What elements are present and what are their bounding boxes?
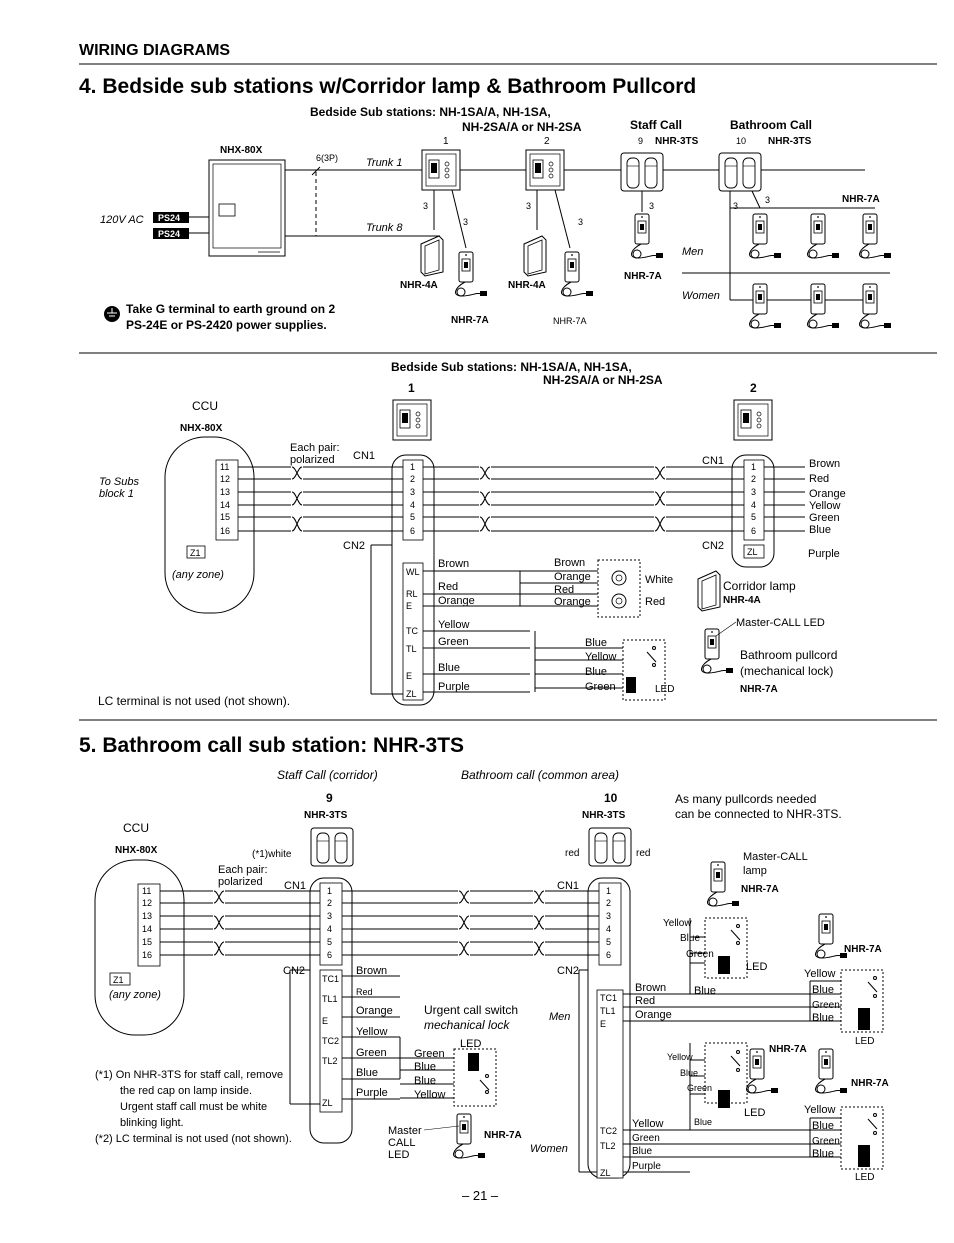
s5-st9-term: 5 xyxy=(327,937,333,947)
st1-wire-color: Yellow xyxy=(438,619,470,631)
s5-st10-term: 6 xyxy=(606,950,612,960)
ccu-outline xyxy=(165,437,254,613)
s5-st9-term: 4 xyxy=(327,924,333,934)
s5-cn1-b: CN1 xyxy=(557,880,580,892)
z1-label: Z1 xyxy=(190,548,201,558)
s5-st10-wire-top: Orange xyxy=(635,1009,672,1021)
pullcord-wire-color: Yellow xyxy=(585,651,617,663)
s5-pc1-led-label: LED xyxy=(746,961,768,973)
s5-nhr3ts-unit-10 xyxy=(589,828,631,866)
nhr7a-b2 xyxy=(562,252,593,296)
s5-st9-wire-color: Green xyxy=(356,1047,387,1059)
s5-st10-term: 3 xyxy=(606,911,612,921)
ccu-label: CCU xyxy=(192,399,218,413)
section5-title: 5. Bathroom call sub station: NHR-3TS xyxy=(79,734,465,757)
ccu-term: 11 xyxy=(220,462,230,472)
trunk8-label: Trunk 8 xyxy=(366,222,403,234)
staff-nhr3ts-unit xyxy=(621,153,663,191)
s5-ccu-label: CCU xyxy=(123,821,149,835)
s5-st10-left-term: TC1 xyxy=(600,993,618,1003)
section-header: WIRING DIAGRAMS xyxy=(79,42,231,59)
lc-note: LC terminal is not used (not shown). xyxy=(98,694,291,708)
s5-st10-wire-bot: Yellow xyxy=(632,1118,664,1130)
st1-term: 5 xyxy=(410,512,416,522)
s5-nhr7a-label-3: NHR-7A xyxy=(769,1044,807,1055)
pc2-wire: Blue xyxy=(812,1012,835,1024)
s5-each-pair: Each pair: xyxy=(218,864,268,876)
st1-term: 1 xyxy=(410,462,416,472)
ccu-term: 13 xyxy=(220,487,231,497)
pc4-wire: Green xyxy=(812,1136,840,1147)
nhr7a-label-b2: NHR-7A xyxy=(553,316,587,326)
s5-any-zone: (any zone) xyxy=(109,989,161,1001)
pc4-wire: Blue xyxy=(812,1148,835,1160)
nhr7a-women-2 xyxy=(808,284,839,328)
s5-st9-term: 2 xyxy=(327,898,333,908)
staff-call-label: Staff Call xyxy=(630,118,683,132)
bedside2-label-l1: Bedside Sub stations: NH-1SA/A, NH-1SA, xyxy=(391,360,632,374)
master-label-3: LED xyxy=(388,1149,410,1161)
note1-l1: (*1) On NHR-3TS for staff call, remove xyxy=(95,1069,284,1081)
pullcord-led xyxy=(626,677,636,693)
s5-st10-left-term: TL2 xyxy=(600,1141,616,1151)
st2-term: 6 xyxy=(751,526,757,536)
pc3-wire: Green xyxy=(687,1083,713,1093)
many-pullcords-l2: can be connected to NHR-3TS. xyxy=(675,807,842,821)
ground-note-l2: PS-24E or PS-2420 power supplies. xyxy=(126,318,327,332)
s5-st9-term: 1 xyxy=(327,886,333,896)
s5-st10-term: 1 xyxy=(606,886,612,896)
st1-left-term: WL xyxy=(406,567,420,577)
bath-nhr3ts-unit xyxy=(719,153,761,191)
to-subs-label: To Subs xyxy=(99,476,139,488)
lamp-wire-color: Red xyxy=(554,584,575,596)
s5-st9-term: 3 xyxy=(327,911,333,921)
nhr7a-label-pc: NHR-7A xyxy=(740,684,778,695)
purple-label: Purple xyxy=(808,548,840,560)
trunk1-label: Trunk 1 xyxy=(366,157,403,169)
s5-men-label: Men xyxy=(549,1011,571,1023)
st1-term: 2 xyxy=(410,474,416,484)
red-label-l: red xyxy=(565,848,580,859)
wire3-a: 3 xyxy=(423,201,429,211)
st2-wire-color: Blue xyxy=(809,524,832,536)
ccu-term: 16 xyxy=(220,526,231,536)
s5-pc2-led-label: LED xyxy=(855,1036,875,1047)
nhr7a-label-bath: NHR-7A xyxy=(842,194,880,205)
pullcord-label-l1: Bathroom pullcord xyxy=(740,648,838,662)
s5-ccu-term: 15 xyxy=(142,937,153,947)
bstation1-num: 1 xyxy=(408,381,415,395)
nhr7a-label-b1: NHR-7A xyxy=(451,315,489,326)
urgent-led xyxy=(468,1053,479,1071)
nhr7a-women-1 xyxy=(750,284,781,328)
pc2-wire: Green xyxy=(812,1000,840,1011)
lamp-wires xyxy=(423,557,623,693)
cn1-label-a: CN1 xyxy=(353,450,376,462)
st1-wire-color: Purple xyxy=(438,681,470,693)
led-label-b: LED xyxy=(655,684,675,695)
six3p-label: 6(3P) xyxy=(316,153,339,163)
s5-ccu-term: 14 xyxy=(142,924,153,934)
pullcord-wire-color: Blue xyxy=(585,637,608,649)
bath-nhr3ts-label: NHR-3TS xyxy=(768,136,812,147)
s5-nhr7a-label-2: NHR-7A xyxy=(844,944,882,955)
lamp-wire-color: Orange xyxy=(554,596,591,608)
pullcord-label-l2: (mechanical lock) xyxy=(740,664,834,678)
pc1-wire: Blue xyxy=(680,933,701,944)
s5-nhr7a-label-4: NHR-7A xyxy=(851,1078,889,1089)
wire3-g: 3 xyxy=(765,195,771,205)
s5-nhr7a-2 xyxy=(816,914,847,958)
block1-label: block 1 xyxy=(99,488,134,500)
bedside-label-l2: NH-2SA/A or NH-2SA xyxy=(462,120,582,134)
staff-call-corr-label: Staff Call (corridor) xyxy=(277,768,378,782)
s5-st10-left-term: E xyxy=(600,1019,607,1029)
s5-pc3-led-label: LED xyxy=(744,1107,766,1119)
any-zone-label: (any zone) xyxy=(172,569,224,581)
pullcord-wire-color: Green xyxy=(585,681,616,693)
s4-twisted-pairs xyxy=(238,466,805,532)
nhr7a-staff xyxy=(632,214,663,258)
red-label: Red xyxy=(645,596,666,608)
s5-nhr7a-3 xyxy=(747,1049,778,1093)
s5-women-label: Women xyxy=(530,1143,568,1155)
pc3-wire: Blue xyxy=(680,1068,699,1078)
s5-pc3-led xyxy=(718,1090,730,1108)
st1-left-term: E xyxy=(406,671,413,681)
st2-term: 4 xyxy=(751,500,757,510)
nhr7a-men-3 xyxy=(860,214,891,258)
master-call-led-label: Master-CALL LED xyxy=(736,617,825,629)
s5-st10-term: 5 xyxy=(606,937,612,947)
lamp-bulb-2 xyxy=(612,594,626,608)
s5-st9-wire-color: Blue xyxy=(356,1067,379,1079)
pc2-wire: Blue xyxy=(812,984,835,996)
wire3-b: 3 xyxy=(463,217,469,227)
s5-nhr7a-master xyxy=(454,1114,485,1158)
nhr7a-label-staff: NHR-7A xyxy=(624,271,662,282)
s5-ccu-term: 16 xyxy=(142,950,153,960)
st1-wire-color: Blue xyxy=(438,662,461,674)
bedside-station-1 xyxy=(422,150,460,190)
ac-label: 120V AC xyxy=(100,214,144,226)
st2-term: 1 xyxy=(751,462,757,472)
page-number: – 21 – xyxy=(462,1188,499,1203)
bstation-1 xyxy=(393,400,431,440)
station9-num: 9 xyxy=(638,136,644,146)
s5-nhr3ts-9: NHR-3TS xyxy=(304,810,348,821)
urgent-wire-color: Yellow xyxy=(414,1089,446,1101)
s4-top-diagram xyxy=(100,105,891,332)
master-label-1: Master xyxy=(388,1125,422,1137)
st1-wire-color: Orange xyxy=(438,595,475,607)
st1-left-term: ZL xyxy=(406,689,417,699)
women-label: Women xyxy=(682,290,720,302)
st1-left-term: RL xyxy=(406,589,418,599)
cn1-label-b: CN1 xyxy=(702,455,725,467)
st1-wire-color: Green xyxy=(438,636,469,648)
st1-wire-color: Red xyxy=(438,581,459,593)
pc3-wire: Yellow xyxy=(667,1052,693,1062)
polarized-label: polarized xyxy=(290,454,335,466)
nhr7a-men-1 xyxy=(750,214,781,258)
bathroom-call-label: Bathroom Call xyxy=(730,118,813,132)
s5-nhr7a-label-a: NHR-7A xyxy=(484,1130,522,1141)
s5-st10-wire-top: Red xyxy=(635,995,656,1007)
note2: (*2) LC terminal is not used (not shown). xyxy=(95,1133,292,1145)
nhr7a-women-3 xyxy=(860,284,891,328)
zl-label-b2: ZL xyxy=(747,547,758,557)
lamp-bulb-1 xyxy=(612,571,626,585)
st1-term: 4 xyxy=(410,500,416,510)
s5-ccu-term: 12 xyxy=(142,898,153,908)
nhr7a-pullcord xyxy=(702,629,733,673)
s5-nhr7a-1 xyxy=(708,862,739,906)
bedside-label-l1: Bedside Sub stations: NH-1SA/A, NH-1SA, xyxy=(310,105,551,119)
s5-st9-wire-color: Orange xyxy=(356,1005,393,1017)
ccu-term: 12 xyxy=(220,474,231,484)
s5-st9-left-term: TL2 xyxy=(322,1056,338,1066)
s5-st10-left-term: ZL xyxy=(600,1168,611,1178)
s5-twisted-pairs xyxy=(160,890,599,956)
pullcord-wire-color: Blue xyxy=(585,666,608,678)
lamp-wire-color: Brown xyxy=(554,557,586,569)
st2-wire-color: Brown xyxy=(809,458,841,470)
s5-cn1-a: CN1 xyxy=(284,880,307,892)
pc1-wire: Yellow xyxy=(663,918,692,929)
st1-term: 6 xyxy=(410,526,416,536)
each-pair-label: Each pair: xyxy=(290,442,340,454)
s5-st9-left-term: TC1 xyxy=(322,974,340,984)
st2-wire-color: Red xyxy=(809,473,830,485)
nhr4a-corridor xyxy=(698,571,720,611)
wire3-d: 3 xyxy=(578,217,584,227)
note1-l2: the red cap on lamp inside. xyxy=(120,1085,253,1097)
s5-station9-num: 9 xyxy=(326,791,333,805)
nhr4a-2 xyxy=(524,236,546,276)
s5-pc4-led-label: LED xyxy=(855,1172,875,1183)
note1-l3: Urgent staff call must be white xyxy=(120,1101,268,1113)
urgent-wire-color: Green xyxy=(414,1048,445,1060)
s5-nhr7a-4 xyxy=(816,1049,847,1093)
ccu-term: 14 xyxy=(220,500,231,510)
pc1-wire: Green xyxy=(686,949,714,960)
s5-diagram xyxy=(95,768,889,1183)
ground-note-l1: Take G terminal to earth ground on 2 xyxy=(126,302,336,316)
s5-st10-wire-bot: Purple xyxy=(632,1161,661,1172)
bathroom-common-label: Bathroom call (common area) xyxy=(461,768,620,782)
s5-st10-wire-bot: Blue xyxy=(632,1146,653,1157)
master-lamp-l2: lamp xyxy=(743,865,767,877)
st1-left-term: TC xyxy=(406,626,418,636)
bedside2-label-l2: NH-2SA/A or NH-2SA xyxy=(543,373,663,387)
many-pullcords-l1: As many pullcords needed xyxy=(675,792,817,806)
s5-st10-left-term: TL1 xyxy=(600,1006,616,1016)
master-label-2: CALL xyxy=(388,1137,416,1149)
s5-nhr7a-label-1: NHR-7A xyxy=(741,884,779,895)
s5-pc1-led xyxy=(718,956,730,974)
st2-wire-color: Green xyxy=(809,512,840,524)
s5-cn2-b: CN2 xyxy=(557,965,580,977)
cn2-label-b: CN2 xyxy=(702,540,725,552)
bstation-2 xyxy=(734,400,772,440)
s5-st10-wire-top: Brown xyxy=(635,982,667,994)
nhr4a-label-2: NHR-4A xyxy=(508,280,546,291)
s5-cn2-a: CN2 xyxy=(283,965,306,977)
s5-z1-label: Z1 xyxy=(113,975,124,985)
note1-l4: blinking light. xyxy=(120,1117,184,1129)
wire3-c: 3 xyxy=(526,201,532,211)
lamp-wire-color: Orange xyxy=(554,571,591,583)
nhr7a-b1 xyxy=(456,252,487,296)
nhr4a-label-b: NHR-4A xyxy=(723,595,761,606)
st2-wire-color: Orange xyxy=(809,488,846,500)
st1-term: 3 xyxy=(410,487,416,497)
s5-st9-wire-color: Brown xyxy=(356,965,388,977)
s5-st9-left-term: E xyxy=(322,1016,329,1026)
st2-term: 3 xyxy=(751,487,757,497)
s5-st9-wire-color: Red xyxy=(356,987,373,997)
urgent-led-label: LED xyxy=(460,1038,482,1050)
pc3-wire: Blue xyxy=(694,1117,713,1127)
s5-st10-term: 4 xyxy=(606,924,612,934)
s5-st9-wire-color: Purple xyxy=(356,1087,388,1099)
st2-term: 2 xyxy=(751,474,757,484)
s5-st9-left-term: TC2 xyxy=(322,1036,340,1046)
ps24-label-1: PS24 xyxy=(158,213,181,223)
s5-st9-term: 6 xyxy=(327,950,333,960)
ccu-term: 15 xyxy=(220,512,231,522)
nhx80x-label: NHX-80X xyxy=(220,145,263,156)
s5-st9-left-term: TL1 xyxy=(322,994,338,1004)
urgent-wire-color: Blue xyxy=(414,1075,437,1087)
nhr4a-label-1: NHR-4A xyxy=(400,280,438,291)
s4-bottom-diagram xyxy=(98,360,846,708)
station10-num: 10 xyxy=(736,136,747,146)
s5-ccu-term: 13 xyxy=(142,911,153,921)
s5-nhr3ts-unit-9 xyxy=(311,828,353,866)
pc4-wire: Blue xyxy=(812,1120,835,1132)
st2-wire-color: Yellow xyxy=(809,500,841,512)
s5-nhx80x-label: NHX-80X xyxy=(115,845,158,856)
urgent-call-l2: mechanical lock xyxy=(424,1018,510,1032)
bstation2-num: 2 xyxy=(750,381,757,395)
wire3-e: 3 xyxy=(649,201,655,211)
pc1-wire: Blue xyxy=(694,985,717,997)
s5-pc2-led xyxy=(858,1008,870,1030)
s5-pc4-led xyxy=(858,1145,870,1167)
section4-title: 4. Bedside sub stations w/Corridor lamp & Bathroom Pullcord xyxy=(79,75,697,98)
pc4-wire: Yellow xyxy=(804,1104,836,1116)
white1-label: (*1)white xyxy=(252,849,292,860)
white-label: White xyxy=(645,574,674,586)
nhr7a-men-2 xyxy=(808,214,839,258)
cn2-label-a: CN2 xyxy=(343,540,366,552)
corridor-lamp-label: Corridor lamp xyxy=(723,579,796,593)
st2-term: 5 xyxy=(751,512,757,522)
nhx80x-label-b: NHX-80X xyxy=(180,423,223,434)
s5-station10-num: 10 xyxy=(604,791,618,805)
ps24-label-2: PS24 xyxy=(158,229,181,239)
s5-st10-left-term: TC2 xyxy=(600,1126,618,1136)
urgent-wire-color: Blue xyxy=(414,1061,437,1073)
s5-st9-left-term: ZL xyxy=(322,1098,333,1108)
bedside-station-2 xyxy=(526,150,564,190)
s5-nhr3ts-10: NHR-3TS xyxy=(582,810,626,821)
station2-num: 2 xyxy=(544,136,550,147)
staff-nhr3ts-label: NHR-3TS xyxy=(655,136,699,147)
s5-polarized: polarized xyxy=(218,876,263,888)
nhr4a-1 xyxy=(421,236,443,276)
s5-st10-wire-bot: Green xyxy=(632,1133,660,1144)
wire3-f: 3 xyxy=(733,201,739,211)
s5-st10-term: 2 xyxy=(606,898,612,908)
s5-st9-wire-color: Yellow xyxy=(356,1026,388,1038)
st1-wire-color: Brown xyxy=(438,558,470,570)
station1-num: 1 xyxy=(443,136,449,147)
s5-ccu-term: 11 xyxy=(142,886,152,896)
st1-left-term: E xyxy=(406,601,413,611)
urgent-call-l1: Urgent call switch xyxy=(424,1003,519,1017)
red-label-r: red xyxy=(636,848,651,859)
men-label: Men xyxy=(682,246,704,258)
master-lamp-l1: Master-CALL xyxy=(743,851,808,863)
st1-left-term: TL xyxy=(406,644,417,654)
pc2-wire: Yellow xyxy=(804,968,836,980)
